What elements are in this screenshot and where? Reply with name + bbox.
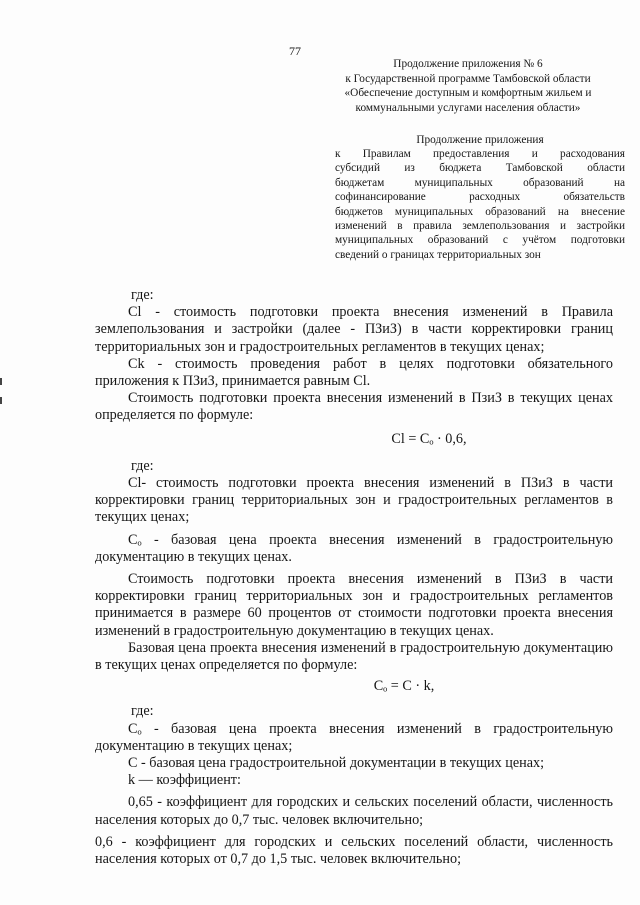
where-label: где: xyxy=(131,703,154,720)
paragraph: Cl- стоимость подготовки проекта внесения изменений в ПЗиЗ в части корректировки границ территориальных зон и градостроительных регламентов в текущих ценах; xyxy=(95,475,613,526)
rules-title: Продолжение приложения xyxy=(416,134,544,146)
document-body xyxy=(95,287,613,868)
appendix-header-line: коммунальными услугами населения области» xyxy=(355,101,581,114)
paragraph: Cₒ - базовая цена проекта внесения изменений в градостроительную документацию в текущих ценах; xyxy=(95,720,613,754)
rules-line: бюджетам муниципальных образований на xyxy=(335,176,625,189)
appendix-header-line: к Государственной программе Тамбовской области xyxy=(345,72,591,85)
rules-line: сведений о границах территориальных зон xyxy=(335,248,541,261)
paragraph: Cₒ - базовая цена проекта внесения изменений в градостроительную документацию в текущих ценах. xyxy=(95,531,613,565)
paragraph: 0,6 - коэффициент для городских и сельских поселений области, численность населения которых от 0,7 до 1,5 тыс. человек включительно; xyxy=(95,833,613,868)
rules-line: к Правилам предоставления и расходования xyxy=(335,148,625,160)
paragraph: Стоимость подготовки проекта внесения изменений в ПЗиЗ в части корректировки границ территориальных зон и градостроительных регламентов принимается в размере 60 процентов от стоимости подготовки проекта внесения изменений в градостроительную документацию в текущих ценах. xyxy=(95,571,613,639)
rules-line: софинансирование расходных обязательств xyxy=(335,191,625,204)
paragraph: Базовая цена проекта внесения изменений в градостроительную документацию в текущих ценах определяется по формуле: xyxy=(95,639,613,674)
rules-line: муниципальных образований с учётом подготовки xyxy=(335,234,625,247)
rules-line: бюджетов муниципальных образований на внесение xyxy=(335,205,625,218)
margin-mark xyxy=(0,397,2,404)
margin-mark xyxy=(0,378,2,385)
rules-line: изменений в правила землепользования и застройки xyxy=(335,220,625,233)
margin-marks xyxy=(0,378,3,418)
paragraph: C - базовая цена градостроительной документации в текущих ценах; xyxy=(128,755,545,772)
page-number: 77 xyxy=(289,44,301,58)
formula: Cₒ = C · k, xyxy=(373,678,435,695)
rules-line: субсидий из бюджета Тамбовской области xyxy=(335,162,625,175)
where-label: где: xyxy=(131,457,154,474)
appendix-header xyxy=(318,57,618,115)
paragraph: Cl - стоимость подготовки проекта внесения изменений в Правила землепользования и застройки (далее - ПЗиЗ) в части корректировки границ территориальных зон и градостроительных регламентов в текущих ценах; xyxy=(95,304,613,355)
appendix-header-line: «Обеспечение доступным и комфортным жильем и xyxy=(344,87,592,99)
formula: Cl = Cₒ · 0,6, xyxy=(391,430,467,447)
paragraph: Стоимость подготовки проекта внесения изменений в ПзиЗ в текущих ценах определяется по формуле: xyxy=(95,390,613,424)
rules-reference xyxy=(335,147,625,262)
paragraph: k — коэффициент: xyxy=(128,772,241,789)
where-label: где: xyxy=(131,287,154,303)
appendix-header-line: Продолжение приложения № 6 xyxy=(393,58,543,70)
paragraph: Ck - стоимость проведения работ в целях подготовки обязательного приложения к ПЗиЗ, принимается равным Cl. xyxy=(95,355,613,390)
paragraph: 0,65 - коэффициент для городских и сельских поселений области, численность населения которых до 0,7 тыс. человек включительно; xyxy=(95,794,613,828)
